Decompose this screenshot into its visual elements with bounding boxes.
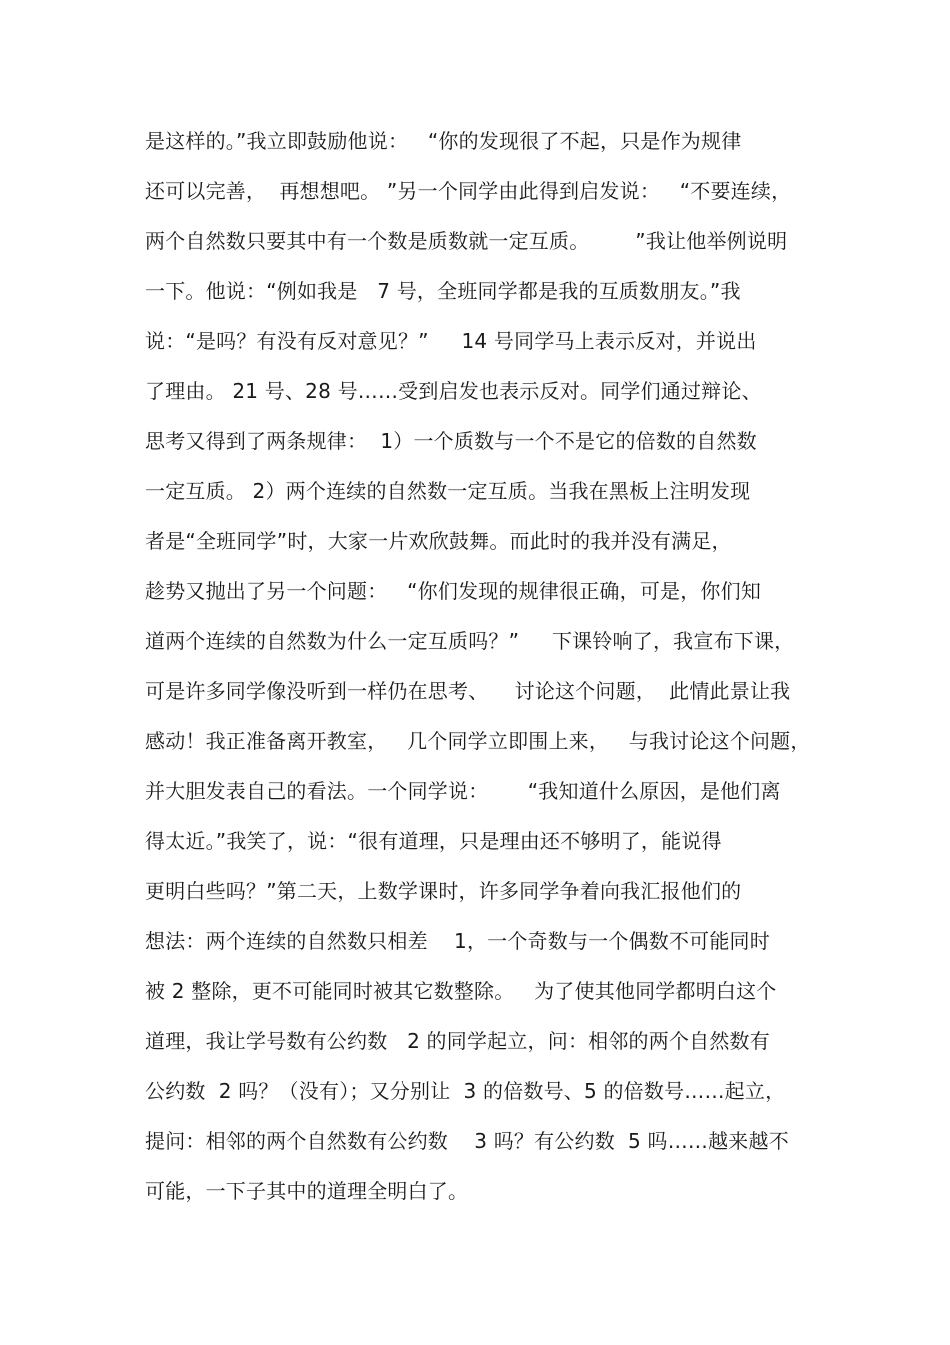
text-line-7: 思考又得到了两条规律： 1）一个质数与一个不是它的倍数的自然数 <box>145 429 757 453</box>
body-text <box>145 122 825 1222</box>
text-line-11: 道两个连续的自然数为什么一定互质吗？” 下课铃响了，我宣布下课， <box>145 629 795 653</box>
text-line-20: 公约数 2 吗？（没有）；又分别让 3 的倍数号、5 的倍数号……起立， <box>145 1079 786 1103</box>
text-line-2: 还可以完善， 再想想吧。 ”另一个同学由此得到启发说： “不要连续， <box>145 179 792 203</box>
text-line-15: 得太近。”我笑了，说：“很有道理，只是理由还不够明了，能说得 <box>145 829 722 853</box>
text-line-9: 者是“全班同学”时，大家一片欢欣鼓舞。而此时的我并没有满足， <box>145 529 732 553</box>
text-line-14: 并大胆发表自己的看法。一个同学说： “我知道什么原因，是他们离 <box>145 779 781 803</box>
text-line-5: 说：“是吗？有没有反对意见？” 14 号同学马上表示反对，并说出 <box>145 329 757 353</box>
text-line-8: 一定互质。 2）两个连续的自然数一定互质。当我在黑板上注明发现 <box>145 479 751 503</box>
text-line-6: 了理由。 21 号、28 号……受到启发也表示反对。同学们通过辩论、 <box>145 379 762 403</box>
text-line-13: 感动！我正准备离开教室， 几个同学立即围上来， 与我讨论这个问题， <box>145 729 811 753</box>
text-line-19: 道理，我让学号数有公约数 2 的同学起立，问：相邻的两个自然数有 <box>145 1029 770 1053</box>
text-line-17: 想法：两个连续的自然数只相差 1，一个奇数与一个偶数不可能同时 <box>145 929 770 953</box>
text-line-4: 一下。他说：“例如我是 7 号，全班同学都是我的互质数朋友。”我 <box>145 279 741 303</box>
text-line-3: 两个自然数只要其中有一个数是质数就一定互质。 ”我让他举例说明 <box>145 229 788 253</box>
text-line-22: 可能，一下子其中的道理全明白了。 <box>145 1179 469 1203</box>
text-line-21: 提问：相邻的两个自然数有公约数 3 吗？有公约数 5 吗……越来越不 <box>145 1129 789 1153</box>
text-line-18: 被 2 整除，更不可能同时被其它数整除。 为了使其他同学都明白这个 <box>145 979 777 1003</box>
text-line-10: 趁势又抛出了另一个问题： “你们发现的规律很正确，可是，你们知 <box>145 579 762 603</box>
text-line-1: 是这样的。”我立即鼓励他说： “你的发现很了不起，只是作为规律 <box>145 129 742 153</box>
text-line-12: 可是许多同学像没听到一样仍在思考、 讨论这个问题， 此情此景让我 <box>145 679 791 703</box>
text-line-16: 更明白些吗？”第二天，上数学课时，许多同学争着向我汇报他们的 <box>145 879 742 903</box>
